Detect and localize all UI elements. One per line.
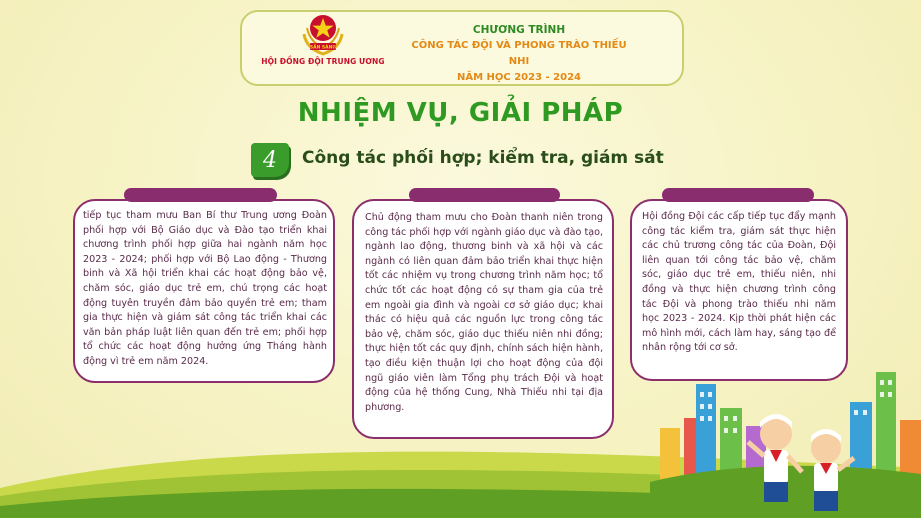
card-3-tab (662, 188, 814, 202)
organization-name: HỘI ĐỒNG ĐỘI TRUNG ƯƠNG (261, 57, 385, 66)
card-1-text: tiếp tục tham mưu Ban Bí thư Trung ương Đoàn phối hợp với Bộ Giáo dục và Đào tạo triển khai chương trình phối hợp giữa hai ngành năm học 2023 - 2024; phối hợp với Bộ Lao động - Thương binh và Xã hội triển khai các hoạt động bảo vệ, chăm sóc, giáo dục trẻ em, chú trọng các hoạt động tuyên truyền đảm bảo quyền trẻ em; tham gia thực hiện và giám sát công tác triển khai các văn bản pháp luật liên quan đến trẻ em; phối hợp tổ chức các hoạt động hưởng ứng Tháng hành động vì trẻ em năm 2024. (83, 210, 327, 367)
program-line-2: CÔNG TÁC ĐỘI VÀ PHONG TRÀO THIẾU NHI (411, 40, 627, 67)
card-2-text: Chủ động tham mưu cho Đoàn thanh niên trong công tác phối hợp với ngành giáo dục và đào tạo, ngành lao động, thương binh và xã hội và các ngành có liên quan đảm bảo triển khai thực hiện tốt các nhiệm vụ trong chương trình năm học; tổ chức tốt các hoạt động có sự tham gia của trẻ em ngoài gia đình và ngoài cơ sở giáo dục; khai thác có hiệu quả các nguồn lực trong công tác bảo vệ, chăm sóc, giáo dục thiếu niên nhi đồng; thực hiện tốt các quy định, chính sách hiện hành, tạo điều kiện thuận lợi cho hoạt động của đội ngũ giáo viên làm Tổng phụ trách Đội và hoạt động của hệ thống Cung, Nhà Thiếu nhi tại địa phương. (365, 212, 603, 413)
section-heading: Công tác phối hợp; kiểm tra, giám sát (302, 148, 664, 168)
program-line-3: NĂM HỌC 2023 - 2024 (456, 72, 581, 83)
card-1-tab (124, 188, 277, 202)
program-title (404, 22, 634, 86)
card-3-text: Hội đồng Đội các cấp tiếp tục đẩy mạnh công tác kiểm tra, giám sát thực hiện các chủ trương công tác của Đoàn, Đội liên quan tới công tác bảo vệ, chăm sóc, giáo dục trẻ em, thiếu niên, nhi đồng và thực hiện chương trình công tác Đội và phong trào thiếu nhi năm học 2023 - 2024. Kịp thời phát hiện các mô hình mới, cách làm hay, sáng tạo để nhân rộng tới cơ sở. (642, 211, 836, 354)
card-2-tab (409, 188, 560, 202)
svg-text:SẴN SÀNG: SẴN SÀNG (309, 45, 337, 51)
slide-title: NHIỆM VỤ, GIẢI PHÁP (297, 98, 624, 128)
city-children-illustration (650, 362, 921, 518)
section-number-badge: 4 (251, 143, 289, 177)
program-line-1: CHƯƠNG TRÌNH (472, 24, 566, 36)
organization-logo (253, 12, 393, 76)
youth-pioneer-emblem-icon (300, 12, 346, 56)
